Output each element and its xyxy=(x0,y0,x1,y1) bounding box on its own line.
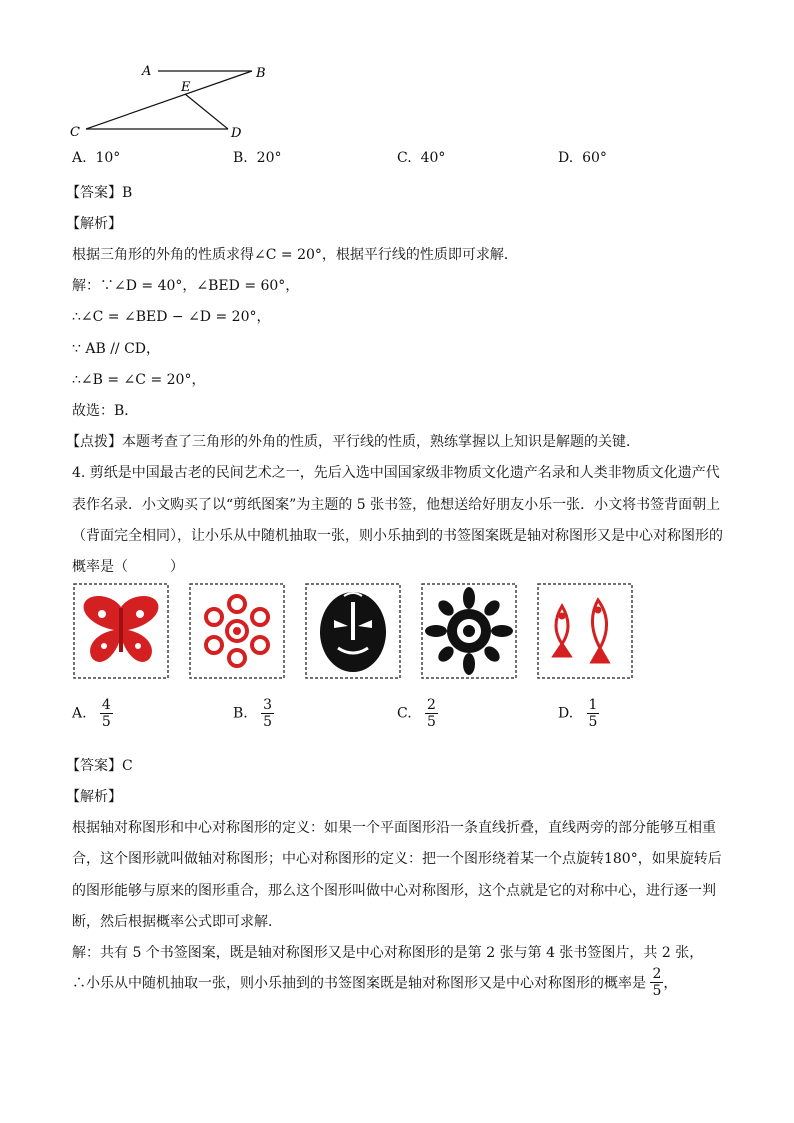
segment-ed xyxy=(185,94,228,129)
q4-option-c: C. $\frac{2}{5}$ xyxy=(397,697,436,730)
q3-choose: 故选：B． xyxy=(72,403,139,419)
q3-step4: ∴∠B = ∠C = 20°， xyxy=(72,372,206,388)
q4-solution-line2: ∴小乐从中随机抽取一张，则小乐抽到的书签图案既是轴对称图形又是中心对称图形的概率是 $\frac{2}{5}$ ， xyxy=(72,966,678,999)
label-d: D xyxy=(231,126,242,141)
q4-analysis-line4: 断，然后根据概率公式即可求解． xyxy=(72,914,282,930)
q4-analysis-line1: 根据轴对称图形和中心对称图形的定义：如果一个平面图形沿一条直线折叠，直线两旁的部分能够互相重 xyxy=(72,820,716,836)
q4-stem-line3: （背面完全相同），让小乐从中随机抽取一张，则小乐抽到的书签图案既是轴对称图形又是中心对称图形的 xyxy=(72,528,723,544)
q4-solution-line1: 解：共有 5 个书签图案，既是轴对称图形又是中心对称图形的是第 2 张与第 4 张书签图片，共 2 张， xyxy=(72,945,704,961)
q3-answer: 【答案】B xyxy=(66,185,133,201)
q3-tip: 【点拨】本题考查了三角形的外角的性质，平行线的性质，熟练掌握以上知识是解题的关键． xyxy=(66,434,640,450)
opera-mask-icon xyxy=(320,592,386,672)
q4-option-d: D. $\frac{1}{5}$ xyxy=(558,697,598,730)
q4-analysis-line3: 的图形能够与原来的图形重合，那么这个图形叫做中心对称图形，这个点就是它的对称中心，进行逐一判 xyxy=(72,883,716,899)
label-b: B xyxy=(256,66,266,81)
q4-stem-line4: 概率是（ ） xyxy=(72,559,184,575)
q3-analysis-tag: 【解析】 xyxy=(66,216,122,232)
label-a: A xyxy=(142,64,152,79)
mandala-icon xyxy=(425,587,513,675)
bookmark-card-4 xyxy=(420,582,518,680)
q4-stem-line2: 表作名录．小文购买了以“剪纸图案”为主题的 5 张书签，他想送给好朋友小乐一张．小文将书签背面朝上 xyxy=(72,497,721,513)
q4-analysis-tag: 【解析】 xyxy=(66,789,122,805)
q3-option-a: A. 10° xyxy=(72,150,121,166)
q3-analysis: 根据三角形的外角的性质求得∠C = 20°，根据平行线的性质即可求解． xyxy=(72,247,518,263)
label-e: E xyxy=(181,80,191,95)
q4-option-a: A. $\frac{4}{5}$ xyxy=(72,697,111,730)
label-c: C xyxy=(70,125,80,140)
q4-answer: 【答案】C xyxy=(66,758,133,774)
q3-option-d: D. 60° xyxy=(558,150,607,166)
bookmark-card-5 xyxy=(536,582,634,680)
bookmark-card-3 xyxy=(304,582,402,680)
q4-analysis-line2: 合，这个图形就叫做轴对称图形；中心对称图形的定义：把一个图形绕着某一个点旋转180°，如果旋转后 xyxy=(72,851,722,867)
q3-step1: 解：∵∠D = 40°，∠BED = 60°， xyxy=(72,278,300,294)
q3-step2: ∴∠C = ∠BED − ∠D = 20°， xyxy=(72,309,271,325)
bookmark-card-2 xyxy=(188,582,286,680)
q3-step3: ∵ AB // CD， xyxy=(72,341,161,357)
q4-option-b: B. $\frac{3}{5}$ xyxy=(233,697,273,730)
q3-option-b: B. 20° xyxy=(233,150,282,166)
butterfly-icon xyxy=(84,596,159,662)
bookmark-card-1 xyxy=(72,582,170,680)
q3-option-c: C. 40° xyxy=(397,150,446,166)
segment-bc xyxy=(86,71,252,129)
q4-stem-line1: 4. 剪纸是中国最古老的民间艺术之一，先后入选中国国家级非物质文化遗产名录和人类非物质文化遗产代 xyxy=(72,465,720,481)
geometry-figure xyxy=(60,60,266,145)
fish-icon xyxy=(554,600,608,662)
